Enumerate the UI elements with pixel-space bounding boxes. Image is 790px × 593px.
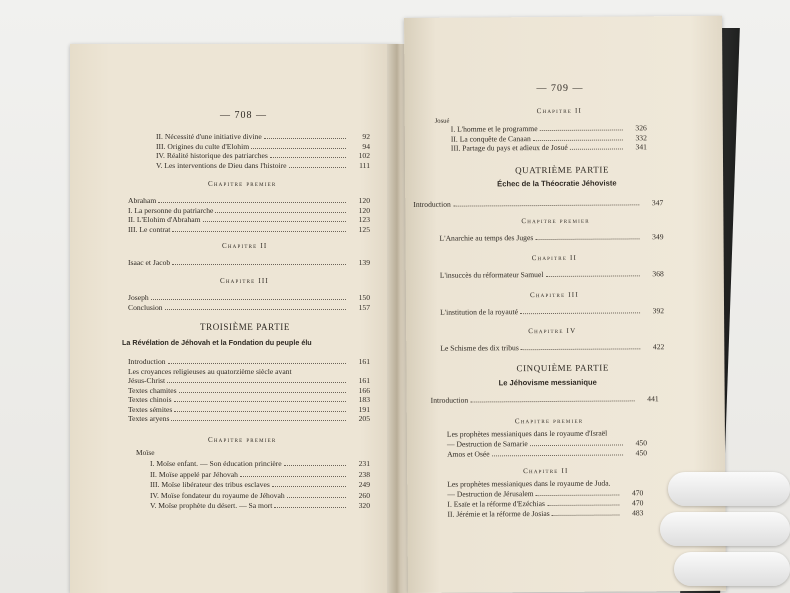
part-subtitle: Échec de la Théocratie Jéhoviste	[497, 178, 617, 189]
toc-entry-title: Textes chinois	[128, 395, 172, 404]
toc-entry-page: 139	[358, 258, 370, 267]
toc-entry-title: III. Moïse libérateur des tribus esclaves	[150, 480, 270, 489]
toc-entry-title: Textes chamites	[128, 385, 177, 395]
toc-entry	[128, 225, 370, 234]
toc-entry	[128, 206, 370, 215]
toc-entry-title: L'institution de la royauté	[440, 307, 519, 317]
dot-leader	[274, 507, 346, 508]
toc-entry	[447, 448, 647, 458]
toc-entry-page: 120	[358, 196, 370, 205]
dot-leader	[289, 167, 346, 168]
toc-entry	[447, 498, 643, 508]
dot-leader	[167, 382, 346, 383]
toc-entry-title: V. Les interventions de Dieu dans l'histoire	[156, 160, 287, 170]
toc-entry	[150, 491, 370, 500]
dot-leader	[179, 392, 346, 393]
toc-entry-page: 341	[635, 142, 647, 152]
dot-leader	[533, 139, 623, 141]
dot-leader	[520, 312, 640, 314]
dot-leader	[174, 411, 346, 412]
chapter-heading: Chapitre premier	[521, 216, 590, 226]
toc-entry-page: 120	[358, 205, 370, 215]
toc-entry	[128, 386, 370, 395]
section-label: Josué	[434, 117, 450, 125]
dot-leader	[536, 495, 620, 497]
toc-entry	[447, 488, 643, 498]
dot-leader	[470, 400, 634, 402]
toc-entry-title: II. Jérémie et la réforme de Josias	[447, 508, 550, 519]
toc-entry-page: 238	[358, 469, 370, 479]
toc-entry-title: Abraham	[128, 196, 157, 205]
toc-entry-title: I. L'homme et le programme	[450, 124, 538, 134]
toc-entry-page: 450	[635, 448, 648, 458]
toc-entry-page: 470	[631, 488, 644, 498]
toc-entry-page: 349	[652, 232, 664, 242]
toc-entry-page: 92	[362, 132, 370, 141]
toc-entry-title: Joseph	[128, 293, 149, 302]
toc-entry-page: 150	[358, 293, 370, 302]
toc-entry-title: Introduction	[128, 357, 166, 366]
toc-entry-page: 450	[635, 438, 648, 448]
chapter-heading: Chapitre III	[529, 290, 579, 300]
dot-leader	[521, 348, 641, 350]
toc-entry	[128, 376, 370, 385]
dot-leader	[203, 221, 346, 222]
toc-entry-title: I. Esaïe et la réforme d'Ezéchias	[447, 499, 545, 509]
part-title: QUATRIÈME PARTIE	[515, 164, 610, 176]
toc-entry-page: 161	[358, 357, 370, 366]
toc-entry-title: Amos et Osée	[447, 449, 490, 459]
toc-entry-title: II. L'Elohim d'Abraham	[128, 215, 201, 224]
toc-entry-page: 260	[358, 490, 370, 500]
dot-leader	[165, 309, 346, 310]
toc-entry-title: I. Moïse enfant. — Son éducation princière	[150, 459, 282, 468]
toc-entry	[128, 357, 370, 366]
dot-leader	[270, 157, 346, 158]
chapter-heading: Chapitre III	[220, 277, 269, 285]
toc-entry	[156, 132, 370, 141]
part-title: CINQUIÈME PARTIE	[516, 362, 609, 374]
toc-entry-page: 483	[632, 508, 644, 518]
toc-entry-page: 166	[358, 385, 370, 395]
toc-entry-title: Conclusion	[128, 302, 163, 312]
toc-entry-page: 326	[635, 123, 647, 133]
left-page	[70, 44, 400, 593]
toc-entry	[150, 459, 370, 468]
dot-leader	[552, 515, 620, 516]
toc-entry	[128, 395, 370, 404]
toc-entry	[128, 293, 370, 302]
toc-entry	[431, 394, 659, 405]
toc-entry	[447, 508, 643, 518]
toc-entry	[447, 428, 647, 438]
toc-entry	[413, 198, 663, 209]
dot-leader	[284, 465, 346, 466]
page-number: — 709 —	[536, 82, 584, 95]
dot-leader	[240, 476, 346, 477]
chapter-heading: Chapitre II	[523, 466, 569, 476]
toc-entry	[150, 470, 370, 479]
toc-entry-title: IV. Moïse fondateur du royaume de Jéhovah	[150, 490, 285, 500]
toc-entry-page: 183	[358, 395, 370, 404]
toc-entry-title: L'Anarchie au temps des Juges	[439, 233, 534, 243]
dot-leader	[174, 401, 346, 402]
toc-entry-title: Introduction	[413, 199, 451, 209]
chapter-heading: Chapitre II	[531, 253, 578, 263]
chapter-heading: Chapitre II	[222, 242, 268, 250]
toc-entry-title: II. La conquête de Canaan	[450, 133, 531, 144]
toc-entry	[440, 269, 664, 280]
toc-entry-title: — Destruction de Samarie	[446, 439, 528, 449]
toc-entry-title: III. Le contrat	[128, 224, 171, 234]
toc-entry-page: 231	[358, 459, 370, 468]
dot-leader	[570, 148, 623, 149]
toc-entry-page: 125	[358, 224, 370, 234]
chapter-heading: Chapitre II	[536, 106, 583, 116]
toc-entry-title: IV. Réalité historique des patriarches	[156, 151, 268, 160]
chapter-heading: Chapitre premier	[208, 436, 277, 444]
toc-entry-title: V. Moïse prophète du désert. — Sa mort	[150, 501, 273, 510]
toc-entry-page: 102	[358, 151, 370, 160]
toc-entry	[440, 306, 664, 317]
toc-entry-title: L'insuccès du réformateur Samuel	[439, 270, 544, 280]
dot-leader	[151, 299, 346, 300]
toc-entry	[150, 480, 370, 489]
toc-entry	[447, 478, 643, 488]
chapter-heading: Chapitre premier	[514, 416, 584, 426]
toc-entry	[440, 232, 664, 243]
toc-entry-page: 392	[652, 306, 665, 316]
toc-entry-page: 94	[362, 141, 370, 151]
toc-entry	[156, 142, 370, 151]
toc-entry-page: 161	[358, 376, 370, 385]
dot-leader	[168, 363, 346, 364]
toc-entry-title: Le Schisme des dix tribus	[440, 343, 519, 353]
toc-entry	[156, 161, 370, 170]
toc-entry	[156, 151, 370, 160]
toc-entry-title: I. La personne du patriarche	[128, 205, 214, 215]
dot-leader	[545, 275, 639, 277]
chapter-heading: Chapitre IV	[528, 326, 577, 336]
toc-entry-page: 320	[358, 501, 370, 510]
toc-entry-page: 347	[651, 198, 664, 208]
toc-entry-title: Introduction	[430, 395, 469, 405]
toc-entry-page: 332	[635, 132, 647, 142]
dot-leader	[272, 486, 346, 487]
toc-entry-page: 123	[358, 215, 370, 224]
part-subtitle: La Révélation de Jéhovah et la Fondation du peuple élu	[122, 338, 312, 347]
toc-entry	[128, 196, 370, 205]
toc-entry-page: 470	[631, 498, 644, 508]
toc-entry-title: Les prophètes messianiques dans le royaume de Juda.	[447, 478, 611, 489]
toc-entry-page: 422	[652, 342, 665, 352]
page-number: — 708 —	[220, 110, 267, 121]
dot-leader	[251, 148, 346, 149]
dot-leader	[492, 454, 623, 456]
toc-entry-title: Textes aryens	[128, 414, 170, 423]
toc-entry-page: 205	[358, 414, 370, 423]
toc-entry	[150, 501, 370, 510]
part-subtitle: Le Jéhovisme messianique	[498, 377, 597, 388]
part-title: TROISIÈME PARTIE	[200, 322, 290, 332]
toc-entry	[128, 303, 370, 312]
toc-entry-page: 191	[358, 404, 370, 414]
section-label: Moïse	[136, 448, 155, 457]
chapter-heading: Chapitre premier	[208, 180, 277, 188]
dot-leader	[171, 420, 346, 421]
dot-leader	[547, 505, 619, 507]
hand-holding-book	[660, 470, 790, 593]
dot-leader	[535, 238, 639, 240]
toc-entry-title: III. Origines du culte d'Elohim	[156, 141, 250, 151]
toc-entry	[447, 438, 647, 448]
toc-entry-page: 249	[358, 480, 370, 489]
toc-entry-title: Les croyances religieuses au quatorzième siècle avant	[128, 366, 292, 376]
dot-leader	[540, 129, 623, 131]
toc-entry-page: 441	[647, 394, 659, 404]
toc-entry	[128, 414, 370, 423]
dot-leader	[287, 497, 346, 498]
dot-leader	[530, 444, 623, 446]
toc-entry	[440, 342, 664, 353]
dot-leader	[172, 231, 346, 232]
toc-entry-title: II. Moïse appelé par Jéhovah	[150, 469, 238, 479]
toc-entry	[451, 142, 647, 152]
dot-leader	[453, 204, 639, 206]
toc-entry-page: 111	[359, 160, 370, 170]
toc-entry-title: II. Nécessité d'une initiative divine	[156, 132, 262, 141]
toc-entry	[128, 258, 370, 267]
dot-leader	[215, 212, 346, 213]
toc-entry-title: Isaac et Jacob	[128, 258, 171, 267]
toc-entry-title: — Destruction de Jérusalem	[447, 489, 534, 499]
toc-entry	[128, 367, 370, 376]
toc-entry-title: Jésus-Christ	[128, 376, 166, 385]
dot-leader	[158, 202, 346, 203]
toc-entry-title: Textes sémites	[128, 404, 173, 414]
dot-leader	[172, 264, 346, 265]
toc-entry-page: 157	[358, 302, 370, 312]
toc-entry	[128, 215, 370, 224]
toc-entry-title: Les prophètes messianiques dans le royaume d'Israël	[446, 428, 608, 439]
toc-entry-page: 368	[652, 269, 664, 279]
toc-entry	[128, 405, 370, 414]
dot-leader	[264, 138, 346, 139]
toc-entry-title: III. Partage du pays et adieux de Josué	[450, 142, 568, 153]
